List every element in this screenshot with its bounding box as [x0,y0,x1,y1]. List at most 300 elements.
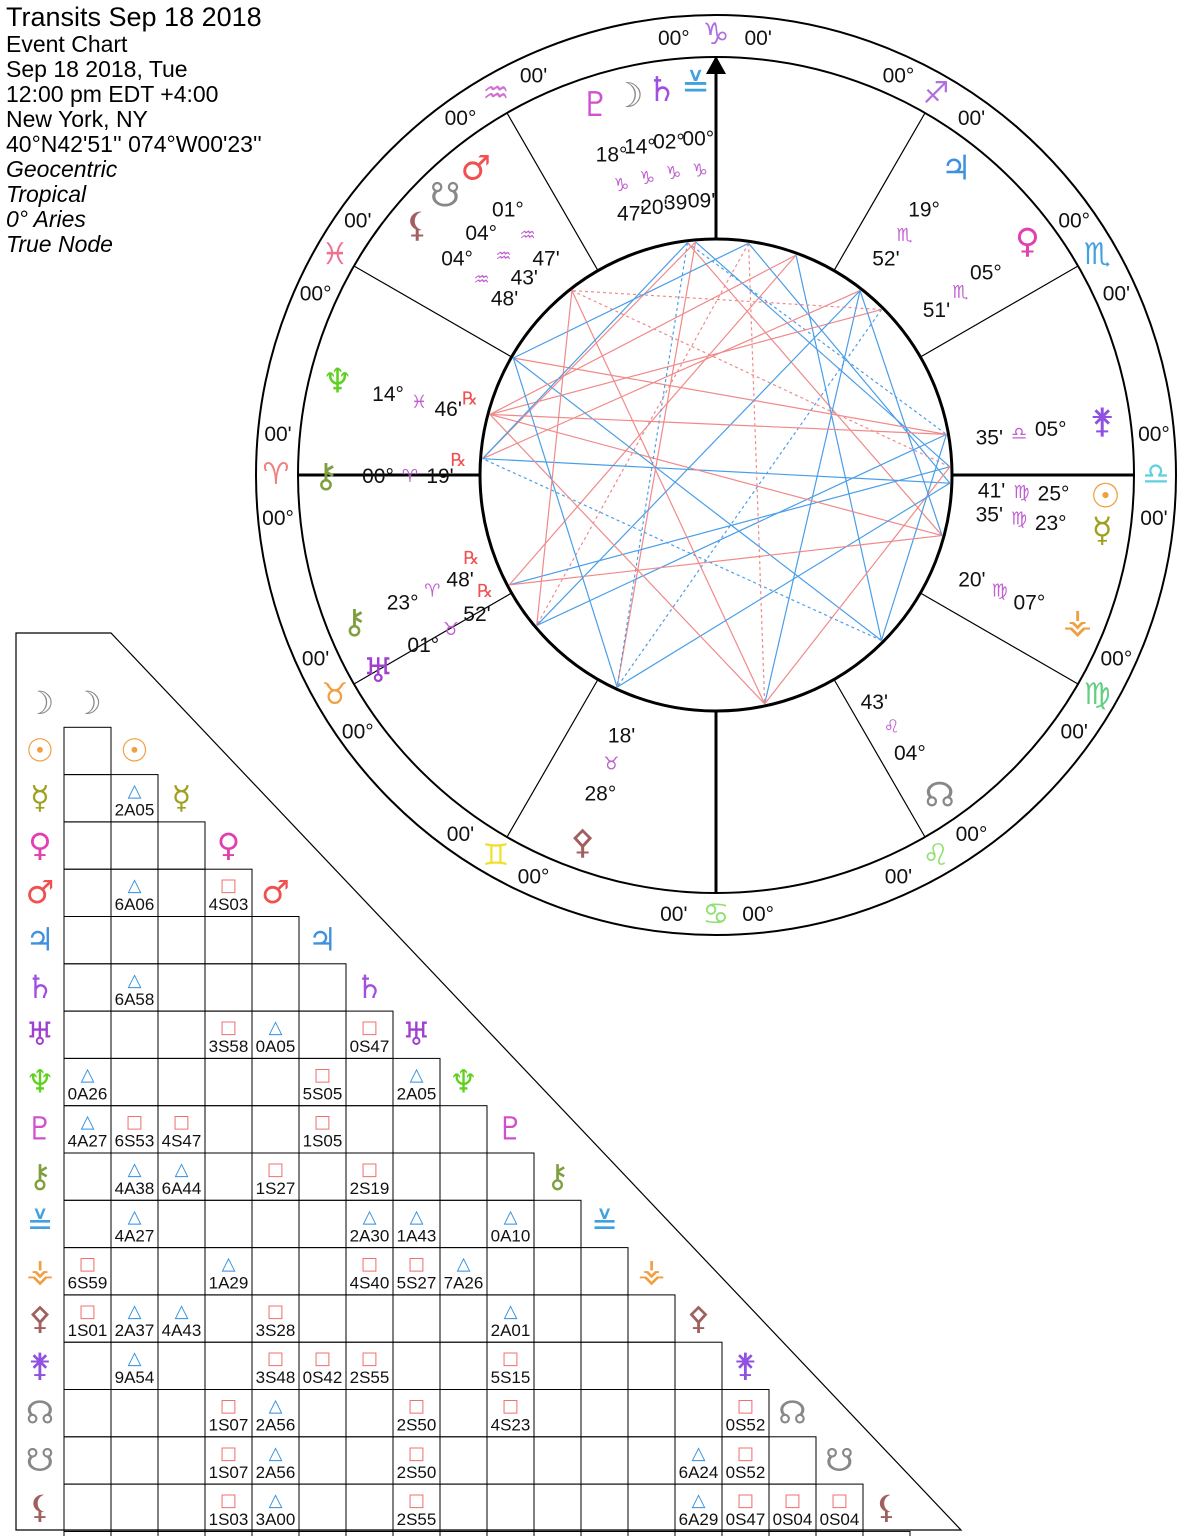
aspect-cell [440,1390,487,1437]
aspect-cell [64,822,111,869]
cusp-minute-label: 00' [301,647,330,671]
moon-icon: ☽ [25,684,55,722]
planet-degree: 25° [1037,482,1070,506]
aspect-symbol: □ [313,1064,332,1086]
aspect-cell [64,1153,111,1200]
aspect-orb: 6A44 [161,1179,202,1198]
aspect-cell [205,1295,252,1342]
aspect-orb: 1S07 [208,1462,249,1482]
cusp-minute-label: 00' [660,902,688,926]
aspect-symbol: △ [127,875,142,897]
planet-minute: 39' [663,191,692,215]
aquarius-icon: ♒ [519,224,536,246]
aspect-symbol: △ [409,1064,424,1086]
aspect-orb: 3S58 [208,1037,249,1057]
aspect-symbol: △ [456,1253,471,1275]
saturn-icon: ♄ [25,967,55,1006]
aspect-symbol: □ [360,1253,379,1275]
aspect-orb: 2A56 [255,1462,296,1482]
aspect-symbol: □ [360,1017,379,1039]
virgo-icon: ♍ [991,580,1008,602]
aspect-cell [816,1531,863,1536]
chart-system-1: Geocentric [6,156,118,182]
aquarius-icon: ♒ [482,75,510,111]
aspect-cell [534,1531,581,1536]
aspect-orb: 6A29 [678,1510,719,1530]
aspect-cell [675,1390,722,1437]
scorpio-icon: ♏ [952,281,969,303]
aspect-cell [299,1200,346,1247]
planet-minute: 47' [617,202,645,226]
aspect-cell [252,1200,299,1247]
chart-time: 12:00 pm EDT +4:00 [6,81,219,107]
south-node-icon: ☋ [429,175,461,216]
cusp-minute-label: 00' [446,823,475,847]
aspect-cell [440,1106,487,1153]
aspect-orb: 6A06 [114,895,155,915]
planet-minute: 52' [872,247,900,271]
aspect-orb: 0S47 [349,1037,390,1057]
aspect-symbol: △ [268,1017,283,1039]
cusp-minute-label: 00' [1140,507,1168,531]
aspect-orb: 5S27 [396,1273,437,1293]
aspect-cell [487,1437,534,1484]
planet-minute: 48' [446,568,474,592]
north-node-icon: ☊ [924,775,955,816]
aspect-cell [628,1390,675,1437]
planet-degree: 01° [407,634,440,657]
aries-icon: ♈ [262,457,290,492]
aspect-symbol: □ [78,1300,97,1322]
cusp-minute-label: 00' [744,27,772,51]
aspect-cell [158,1342,205,1389]
cusp-minute-label: 00' [884,865,913,889]
aspect-cell [675,1342,722,1389]
north-node-icon: ☊ [778,1393,807,1432]
mercury-icon: ☿ [30,778,50,817]
sun-icon: ☉ [1090,476,1121,517]
aspect-cell [299,964,346,1011]
planet-minute: 20' [958,568,986,592]
planet-degree: 14° [372,383,404,407]
chiron-icon: ⚷ [545,1157,570,1195]
aspect-cell [628,1342,675,1389]
leo-icon: ♌ [883,716,900,738]
aspect-cell [64,917,111,964]
libra-icon: ♎ [1142,457,1170,492]
aspect-cell [64,964,111,1011]
pluto-icon: ♇ [496,1109,525,1148]
cancer-icon: ♋ [702,897,730,932]
aspect-orb: 3A00 [255,1510,296,1530]
planet-minute: 43' [860,691,888,715]
aspect-cell [205,1200,252,1247]
aspect-symbol: △ [362,1206,377,1228]
aspect-symbol: △ [221,1253,236,1275]
vesta-icon: ⚶ [1063,602,1093,643]
aspect-cell [64,775,111,822]
aspect-symbol: □ [407,1253,426,1275]
aspect-symbol: △ [503,1206,518,1228]
aspect-cell [581,1295,628,1342]
aspect-orb: 4A27 [67,1131,108,1151]
aspect-cell [205,1153,252,1200]
cusp-degree-label: 00° [444,106,477,130]
aspect-cell [440,1295,487,1342]
cusp-degree-label: 00° [1058,209,1091,233]
aspect-cell [205,1058,252,1105]
capricorn-icon: ♑ [691,160,709,182]
aspect-grid-cells [16,633,961,1536]
aquarius-icon: ♒ [495,245,512,267]
cusp-degree-label: 00° [262,507,294,531]
aspect-symbol: △ [127,1300,142,1322]
aspect-cell [675,1531,722,1536]
aspect-symbol: □ [830,1490,849,1512]
capricorn-icon: ♑ [665,162,682,184]
cusp-degree-label: 00° [341,720,374,744]
aspect-orb: 4S40 [349,1273,390,1293]
cusp-minute-label: 00' [957,106,986,130]
aspect-orb: 4A27 [114,1226,155,1246]
aspect-cell [299,1437,346,1484]
aspect-cell [487,1484,534,1531]
aspect-cell [252,917,299,964]
aspect-orb: 2A37 [114,1320,155,1340]
chiron-asc-icon: ⚷ [313,456,339,496]
aspect-cell [64,1390,111,1437]
aspect-symbol: △ [80,1111,95,1133]
aspect-symbol: □ [78,1253,97,1275]
aspect-cell [534,1200,581,1247]
aspect-orb: 0A26 [67,1084,108,1104]
aspect-cell [64,1200,111,1247]
planet-minute: 35' [975,503,1004,527]
cusp-degree-label: 00° [1138,422,1170,446]
aspect-cell [534,1484,581,1531]
aspect-orb: 2A30 [349,1226,390,1246]
chart-system-3: 0° Aries [6,206,86,232]
scorpio-icon: ♏ [896,224,913,246]
uranus-icon: ♅ [25,1015,55,1054]
aspect-cell [111,1248,158,1295]
aspect-symbol: □ [172,1111,191,1133]
aspect-cell [440,1531,487,1536]
lilith-icon: ⚸ [28,1488,52,1527]
aspect-cell [252,1106,299,1153]
aspect-orb: 4S23 [490,1415,531,1435]
aspect-orb: 0S04 [819,1510,860,1530]
virgo-icon: ♍ [1083,677,1111,712]
aspect-cell [440,1342,487,1389]
juno-icon: ⚵ [28,1346,52,1385]
cusp-degree-label: 00° [657,27,690,51]
cusp-minute-label: 00' [1102,282,1131,306]
aspect-symbol: □ [407,1395,426,1417]
aspect-symbol: □ [219,1490,238,1512]
aspect-symbol: △ [691,1490,706,1512]
aspect-cell [158,917,205,964]
aspect-symbol: □ [219,1395,238,1417]
aspect-orb: 0S04 [772,1510,813,1530]
aspect-cell [440,1200,487,1247]
aspect-symbol: □ [219,1442,238,1464]
retrograde-marker: ℞ [461,388,479,409]
aspect-cell [487,1248,534,1295]
aspect-cell [64,1531,111,1536]
aspect-symbol: □ [219,1017,238,1039]
aspect-cell [440,1437,487,1484]
aspect-cell [252,1058,299,1105]
aspect-orb: 6S53 [114,1131,155,1151]
aspect-cell [299,1531,346,1536]
aspect-orb: 5S15 [490,1368,531,1388]
aspect-cell [487,1153,534,1200]
planet-degree: 28° [584,782,617,806]
planet-degree: 04° [465,221,498,245]
aspect-cell [64,869,111,916]
aspect-cell [769,1437,816,1484]
aspect-cell [581,1390,628,1437]
aspect-cell [534,1390,581,1437]
aspect-cell [628,1531,675,1536]
aspect-orb: 1S03 [208,1510,249,1530]
capricorn-icon: ♑ [613,174,630,196]
jupiter-icon: ♃ [25,920,55,959]
pluto-icon: ♇ [25,1109,55,1148]
aspect-cell [299,1390,346,1437]
capricorn-icon: ♑ [639,167,656,189]
planet-minute: 51' [922,298,951,322]
vesta-icon: ⚶ [26,1251,54,1290]
chiron-icon: ⚷ [341,602,367,643]
aspect-symbol: □ [783,1490,802,1512]
venus-icon: ♀ [216,825,241,864]
aspect-orb: 4S03 [208,895,249,915]
aspect-cell [111,1484,158,1531]
aries-icon: ♈ [424,580,441,602]
aspect-cell [581,1248,628,1295]
planet-degree: 19° [908,198,940,222]
cusp-minute-label: 00' [344,209,372,233]
planet-degree: 02° [653,130,685,154]
aspect-cell [252,964,299,1011]
gemini-icon: ♊ [482,838,510,874]
aspect-cell [64,1437,111,1484]
retrograde-marker: ℞ [450,450,467,471]
lilith-icon: ⚸ [404,205,430,246]
aspect-cell [158,1531,205,1536]
aspect-symbol: □ [407,1490,426,1512]
aspect-symbol: △ [268,1442,283,1464]
chart-system-4: True Node [6,231,113,257]
aspect-symbol: △ [174,1159,189,1180]
uranus-icon: ♅ [402,1015,431,1054]
aspect-symbol: □ [219,875,238,897]
planet-minute: 47' [532,247,560,271]
saturn-icon: ♄ [355,967,384,1006]
aspect-cell [393,1106,440,1153]
aspect-cell [534,1248,581,1295]
planet-degree: 14° [624,135,656,159]
planet-minute: 43' [510,266,538,290]
aspect-orb: 0A05 [255,1037,296,1057]
aspect-cell [346,1531,393,1536]
juno-icon: ⚵ [1089,401,1115,442]
chart-place: New York, NY [6,106,148,132]
planet-degree: 07° [1013,591,1046,615]
planet-degree: 00° [682,127,715,151]
aspect-orb: 4A38 [114,1179,155,1198]
aspect-cell [252,1531,299,1536]
aspect-symbol: △ [409,1206,424,1228]
aspect-orb: 0A10 [490,1226,531,1246]
planet-degree: 23° [1034,512,1067,536]
chart-title: Transits Sep 18 2018 [6,2,262,32]
aspect-cell [299,1484,346,1531]
aspect-symbol: □ [266,1300,285,1322]
libra-icon: ♎ [1010,423,1028,445]
aspect-cell [111,917,158,964]
aspect-cell [299,1248,346,1295]
aspect-orb: 0S52 [725,1462,766,1482]
aspect-cell [346,1106,393,1153]
aspect-cell [158,1437,205,1484]
aspect-orb: 1S07 [208,1415,249,1435]
chart-coords: 40°N42'51'' 074°W00'23'' [6,131,262,157]
aspect-symbol: △ [127,969,142,991]
aspect-symbol: □ [360,1159,379,1180]
aspect-cell [346,1437,393,1484]
aspect-cell [487,1531,534,1536]
aspect-orb: 9A54 [114,1368,155,1388]
aspect-orb: 2A56 [255,1415,296,1435]
aspect-symbol: □ [501,1395,520,1417]
taurus-icon: ♉ [321,677,349,712]
jupiter-icon: ♃ [308,920,337,959]
aspect-orb: 4A43 [161,1320,202,1340]
south-node-icon: ☋ [825,1440,854,1479]
lilith-icon: ⚸ [874,1488,899,1527]
aspect-cell [205,964,252,1011]
aspect-cell [581,1342,628,1389]
aspect-orb: 1S05 [302,1131,343,1151]
planet-degree: 05° [970,261,1002,285]
aspect-orb: 1A43 [396,1226,437,1246]
planet-degree: 00° [362,465,394,488]
aspect-symbol: □ [125,1111,144,1133]
aspect-cell [64,1011,111,1058]
vertex-icon: ≚ [26,1204,54,1243]
aspect-cell [346,1295,393,1342]
aspect-symbol: △ [268,1490,283,1512]
aspect-cell [111,1390,158,1437]
virgo-icon: ♍ [1010,508,1028,530]
mars-icon: ♂ [261,873,290,912]
aspect-orb: 1S27 [255,1179,296,1198]
aspect-cell [158,1390,205,1437]
aspect-cell [581,1484,628,1531]
aspect-orb: 0S47 [725,1510,766,1530]
aspect-symbol: △ [503,1300,518,1322]
leo-icon: ♌ [922,838,950,874]
chiron-icon: ⚷ [28,1157,52,1195]
cusp-degree-label: 00° [1100,647,1133,671]
aspect-cell [205,1531,252,1536]
chart-date: Sep 18 2018, Tue [6,56,188,82]
aspect-symbol: △ [127,780,142,802]
aspect-symbol: △ [174,1300,189,1322]
saturn-icon: ♄ [646,69,677,110]
aspect-symbol: △ [80,1064,95,1086]
aspect-symbol: □ [360,1348,379,1370]
aspect-cell [628,1437,675,1484]
aspect-cell [64,1342,111,1389]
aspect-cell [440,1484,487,1531]
north-node-icon: ☊ [25,1393,55,1432]
aspect-orb: 3S28 [255,1320,296,1340]
sun-icon: ☉ [120,731,149,770]
scorpio-icon: ♏ [1083,237,1111,272]
moon-icon: ☽ [73,684,102,722]
mercury-icon: ☿ [171,778,192,817]
planet-minute: 52' [463,603,491,626]
mars-icon: ♂ [25,873,55,912]
aspect-cell [393,1531,440,1536]
moon-icon: ☽ [613,75,644,116]
planet-degree: 23° [386,591,419,615]
planet-minute: 18' [607,724,636,748]
aspect-orb: 2A05 [114,800,155,820]
juno-icon: ⚵ [733,1346,758,1385]
aspect-cell [393,1295,440,1342]
aspect-orb: 6A58 [114,989,155,1009]
aspect-cell [158,869,205,916]
aspect-cell [299,1153,346,1200]
mars-icon: ♂ [460,148,492,189]
aspect-cell [534,1342,581,1389]
aspect-orb: 2S50 [396,1415,437,1435]
aspect-cell [299,1011,346,1058]
aspect-cell [346,1058,393,1105]
pallas-icon: ⚴ [686,1298,711,1337]
aspect-orb: 2S50 [396,1462,437,1482]
vertex-icon: ≚ [681,66,710,107]
aspect-cell [205,917,252,964]
aspect-orb: 2S55 [349,1368,390,1388]
aspect-cell [722,1531,769,1536]
planet-minute: 35' [975,426,1004,450]
aspect-cell [628,1484,675,1531]
retrograde-marker: ℞ [463,547,480,568]
cusp-degree-label: 00° [517,865,550,889]
uranus-icon: ♅ [363,651,394,691]
virgo-icon: ♍ [1013,482,1030,504]
aspect-orb: 6A24 [678,1462,719,1482]
planet-degree: 05° [1034,417,1067,441]
aspect-cell [628,1295,675,1342]
pallas-icon: ⚴ [570,822,596,863]
aspect-orb: 6S59 [67,1273,108,1293]
aspect-cell [252,1248,299,1295]
aspect-symbol: □ [736,1442,755,1464]
aspect-cell [205,1342,252,1389]
vertex-icon: ≚ [591,1204,618,1243]
aspect-symbol: △ [127,1159,142,1180]
aspect-cell [158,1011,205,1058]
cusp-degree-label: 00° [742,902,775,926]
aspect-cell [158,1200,205,1247]
